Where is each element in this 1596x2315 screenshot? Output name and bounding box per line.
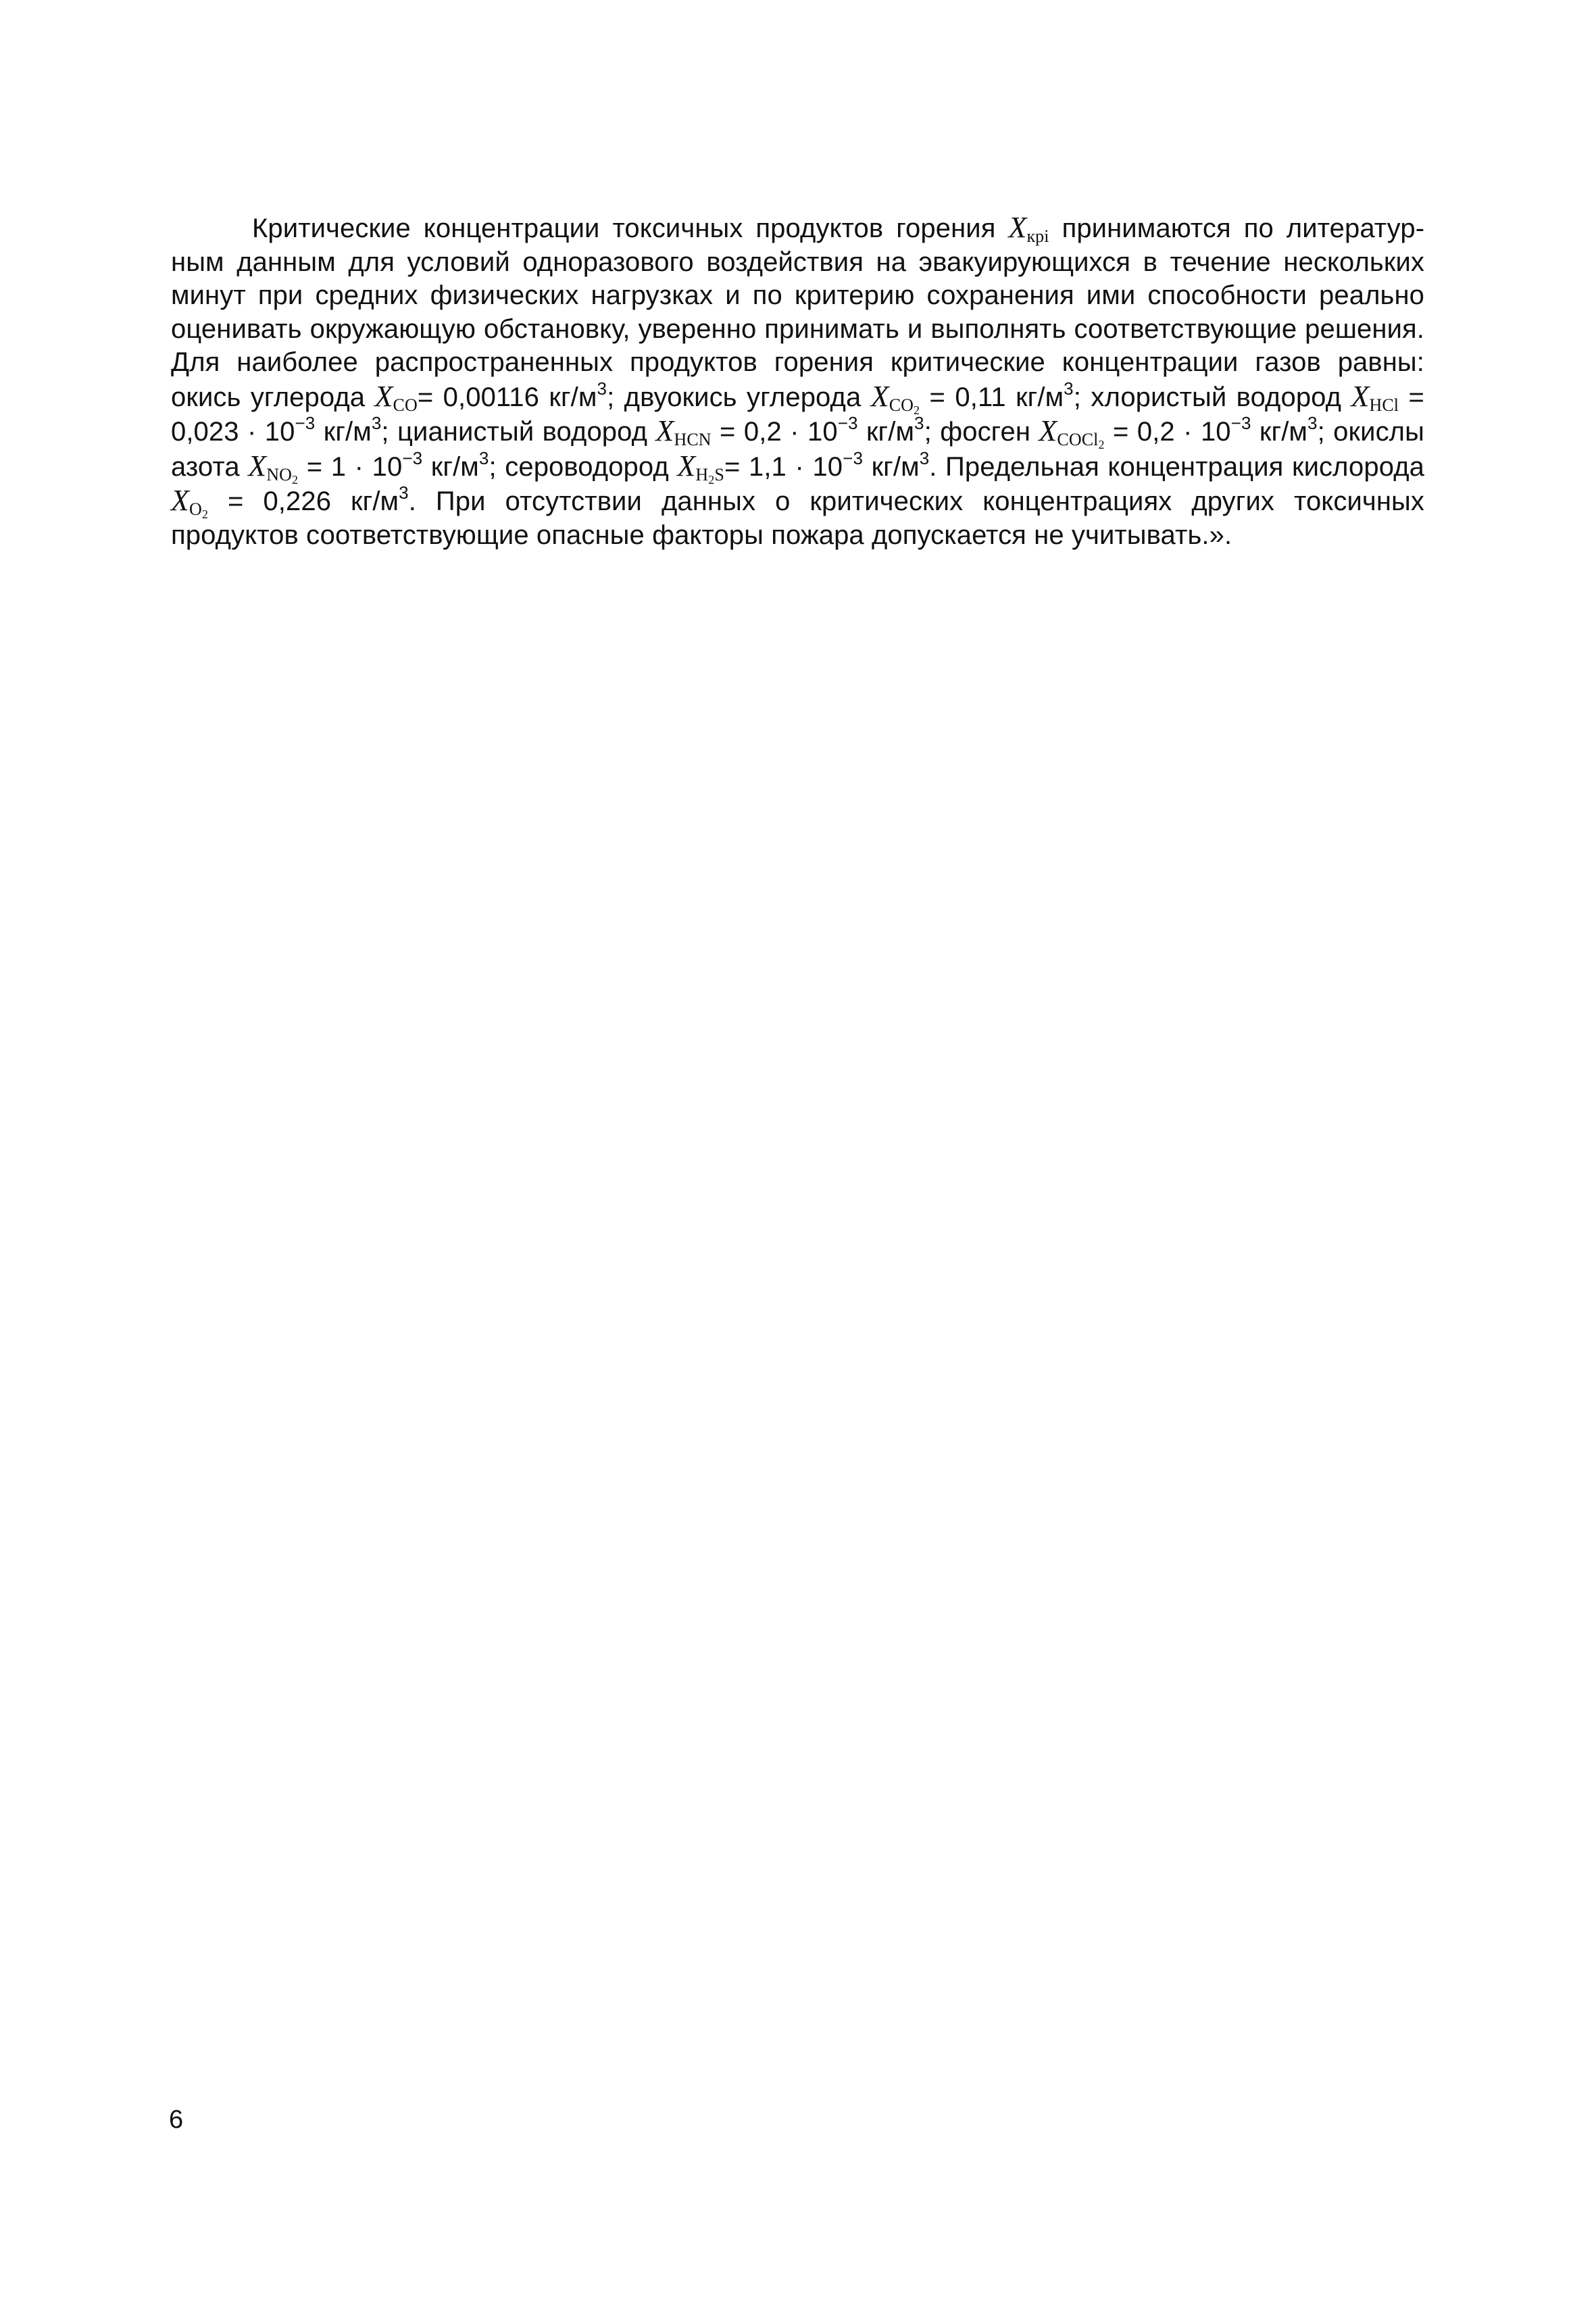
text-run: принимаются по литературным данным для условий одноразового воздействия на эвакуирующихся в течение нескольких минут при средних физических нагрузках и по критерию сохранения ими способности реально оценивать окружающую обстановку, уверенно принимать и выполнять соответствующие решения. Для наиболее распространенных продуктов горения критические концентрации газов равны: окись углерода [171,214,1425,412]
superscript: −3 [1230,413,1251,433]
superscript: 3 [597,378,607,399]
text-run: . При отсутствии данных о критических концентрациях других токсичных продуктов соответствующие опасные факторы пожара допускается не учитывать.». [171,487,1424,550]
value-o2: = 0,226 кг/м [207,487,399,516]
text-run: ; цианистый водород [381,417,656,447]
symbol-x-no2: $X_{NO2}$ [248,449,299,487]
unit: кг/м [1251,417,1308,447]
symbol-x-hcn: $X_{HCN}$ [655,414,712,449]
value-co: = 0,00116 кг/м [417,382,597,412]
superscript: 3 [371,413,382,433]
text-run: . Предельная концентрация кислорода [929,451,1424,482]
text-run: ; окислы азота [171,417,1424,482]
symbol-x-co2: $X_{CO2}$ [870,379,920,417]
value-hcl: = 0,023 · 10 [171,382,1424,447]
symbol-x-kpi: $X_{крi}$ [1008,211,1049,246]
superscript: 3 [919,447,930,468]
unit: кг/м [857,417,915,447]
superscript: −3 [837,413,858,433]
text-run: Критические концентрации токсичных продуктов горения [252,214,1009,243]
value-co2: = 0,11 кг/м [920,382,1064,412]
value-hcn: = 0,2 · 10 [711,417,838,447]
text-run: ; двуокись углерода [607,382,871,412]
superscript: 3 [914,413,924,433]
unit: кг/м [863,451,920,482]
symbol-x-cocl2: $X_{COCl2}$ [1039,414,1105,451]
page-number: 6 [169,2106,184,2134]
value-h2s: = 1,1 · 10 [724,451,843,482]
text-run: ; фосген [924,417,1039,447]
superscript: 3 [478,447,489,468]
text-run: ; сероводород [489,451,678,482]
body-paragraph [171,211,1424,552]
value-cocl2: = 0,2 · 10 [1104,417,1231,447]
text-run: ; хлористый водород [1073,382,1351,412]
unit: кг/м [315,417,372,447]
symbol-x-hcl: $X_{HCl}$ [1351,379,1399,415]
symbol-x-h2s: $X_{H2S}$ [677,449,724,487]
superscript: −3 [402,447,423,468]
symbol-x-o2: $X_{O2}$ [171,484,208,521]
superscript: 3 [1307,413,1318,433]
unit: кг/м [422,451,479,482]
superscript: −3 [295,413,316,433]
superscript: 3 [1064,378,1074,399]
value-no2: = 1 · 10 [298,451,403,482]
superscript: 3 [399,482,409,503]
superscript: −3 [843,447,863,468]
symbol-x-co: $X_{CO}$ [374,379,418,415]
